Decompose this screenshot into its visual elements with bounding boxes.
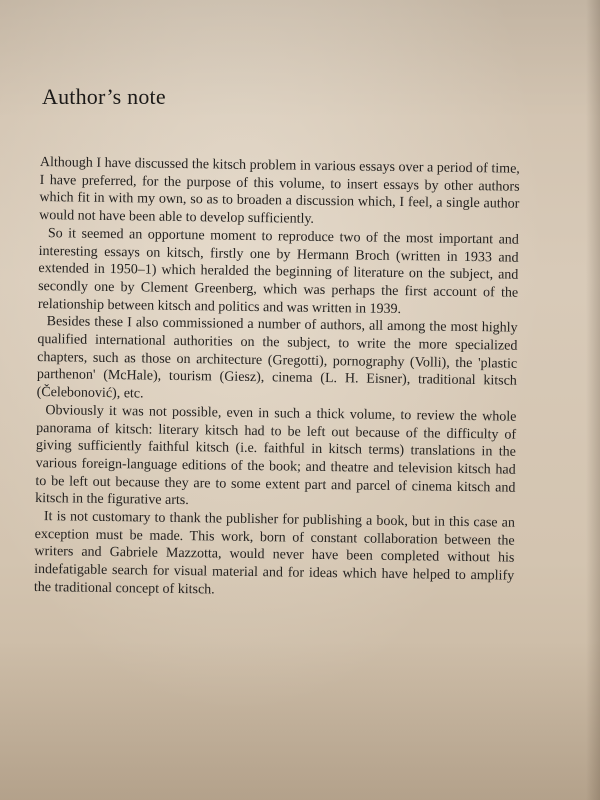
page-title: Author’s note bbox=[42, 84, 166, 109]
paragraph-1: Although I have discussed the kitsch problem in various essays over a period of time, I have preferred, for the purpose of this volume, to insert essays by other authors which fit in with my own, so as to broaden a discussion which, I feel, a single author would not have been able to develop sufficiently. bbox=[39, 154, 520, 227]
page-edge-shadow bbox=[586, 0, 600, 800]
paragraph-4: Obviously it was not possible, even in such a thick volume, to review the whole panorama of kitsch: literary kitsch had to be left out because of the difficulty of giving sufficiently faithful kitsch (i.e. faithful in kitsch terms) translations in the various foreign-language editions of the book; and theatre and television kitsch had to be left out because they are to some extent part and parcel of cinema kitsch and kitsch in the figurative arts. bbox=[35, 402, 517, 509]
paragraph-5: It is not customary to thank the publisher for publishing a book, but in this case an exception must be made. This work, born of constant collaboration between the writers and Gabriele Mazzotta, would never have been completed without his indefatigable search for visual material and for ideas which have helped to amplify the traditional concept of kitsch. bbox=[33, 509, 515, 598]
body-text bbox=[34, 154, 520, 603]
paragraph-2: So it seemed an opportune moment to reproduce two of the most important and interesting essays on kitsch, firstly one by Hermann Broch (written in 1933 and extended in 1950–1) which heralded the beginning of literature on the subject, and secondly one by Clement Greenberg, which was perhaps the first account of the relationship between kitsch and politics and was written in 1939. bbox=[37, 225, 519, 317]
paragraph-3: Besides these I also commissioned a number of authors, all among the most highly qualified international authorities on the subject, to write the more specialized chapters, such as those on architecture (Gregotti), pornography (Volli), the 'plastic parthenon' (McHale), tourism (Giesz), cinema (L. H. Eisner), traditional kitsch (Čelebonović), etc. bbox=[36, 314, 518, 402]
